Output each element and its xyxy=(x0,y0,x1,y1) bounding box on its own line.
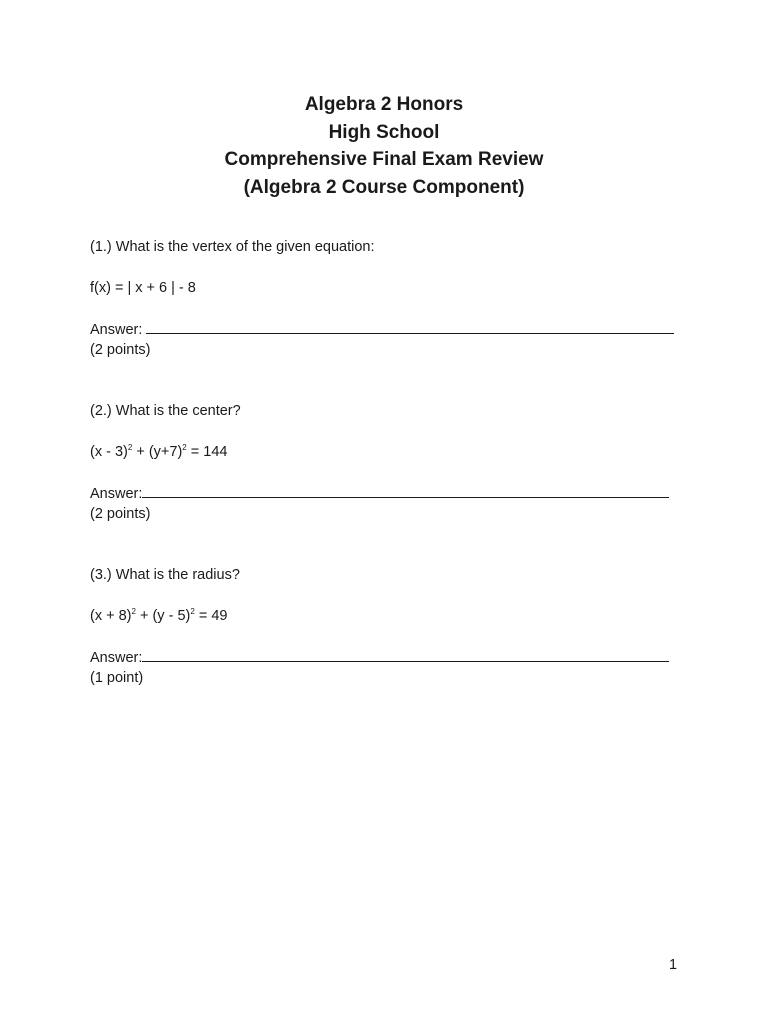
page-number: 1 xyxy=(669,957,678,973)
title-level: High School xyxy=(328,121,440,143)
question-3-points: (1 point) xyxy=(90,670,144,686)
question-3-eq-exp2: 2 xyxy=(190,607,195,616)
question-3-answer-label: Answer: xyxy=(90,650,143,666)
question-1-points: (2 points) xyxy=(90,342,151,358)
question-2-answer-row xyxy=(90,484,669,503)
question-2-eq-exp2: 2 xyxy=(182,443,187,452)
question-2-answer-label: Answer: xyxy=(90,486,143,502)
question-1-prompt: (1.) What is the vertex of the given equation: xyxy=(90,239,375,255)
title-component: (Algebra 2 Course Component) xyxy=(243,176,525,198)
question-1-answer-row xyxy=(90,320,674,339)
question-2-equation xyxy=(90,443,227,461)
question-2-points: (2 points) xyxy=(90,506,151,522)
question-1-equation: f(x) = | x + 6 | - 8 xyxy=(90,280,196,296)
question-2-eq-rhs: = 144 xyxy=(186,444,228,460)
question-1-answer-blank[interactable] xyxy=(146,320,674,334)
title-course: Algebra 2 Honors xyxy=(304,94,464,115)
question-3-eq-rhs: = 49 xyxy=(194,608,228,624)
question-1-answer-label: Answer: xyxy=(90,322,147,338)
question-3-equation xyxy=(90,607,227,625)
question-3-eq-term1: (x + 8) xyxy=(90,608,132,624)
question-2-eq-exp1: 2 xyxy=(127,443,133,452)
question-3-eq-exp1: 2 xyxy=(131,607,136,616)
question-3-answer-blank[interactable] xyxy=(142,648,669,662)
document-title xyxy=(0,91,768,201)
question-3-answer-row xyxy=(90,648,669,667)
question-3-prompt: (3.) What is the radius? xyxy=(90,567,240,583)
question-2-prompt: (2.) What is the center? xyxy=(90,403,241,419)
title-exam: Comprehensive Final Exam Review xyxy=(224,149,544,170)
question-2-eq-term2: + (y+7) xyxy=(132,444,183,460)
question-2-eq-term1: (x - 3) xyxy=(90,444,128,460)
question-2-answer-blank[interactable] xyxy=(142,484,669,498)
question-3-eq-term2: + (y - 5) xyxy=(135,608,191,624)
